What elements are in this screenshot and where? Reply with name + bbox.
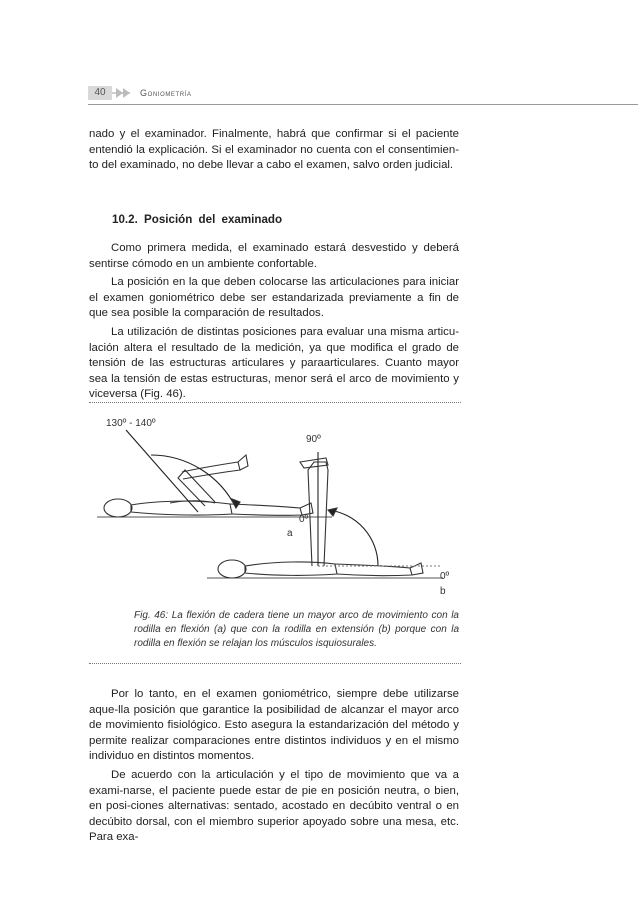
running-title: Goniometría [140,88,192,98]
torso-b [245,562,337,575]
arc-a [151,455,236,508]
section-paragraph: La utilización de distintas posiciones para evaluar una misma articu-lación altera el resultado de la medición, ya que modifica el grado de tensión de las estructuras articulares y paraarticulares. Cuanto mayor sea la tensión de estas estructuras, menor será el arco de movimiento y viceversa (Fig. 46). [89,325,459,401]
section-paragraph: La posición en la que deben colocarse las articulaciones para iniciar el examen goniométrico debe ser estandarizada previamente a fin de que sea posible la comparación de resultados. [89,276,459,320]
angle-label-b: 90º [306,434,321,445]
page-number: 40 [88,86,112,100]
letter-label-a: a [287,528,293,539]
torso-a [131,501,232,515]
closing-paragraph: De acuerdo con la articulación y el tipo de movimiento que va a exami-narse, el paciente puede estar de pie en posición neutra, o bien, en posi-ciones alternativas: sentado, acostado en decúbito ventral o en decúbito dorsal, con el miembro superior apoyado sobre una mesa, etc. Para exa- [89,768,459,844]
head-a [104,499,132,517]
leg-down-a [230,504,302,515]
figure-a [97,430,332,517]
figure-b [207,452,443,578]
letter-label-b: b [440,586,446,597]
angle-label-a: 130º - 140º [106,418,156,429]
closing-paragraph: Por lo tanto, en el examen goniométrico, siempre debe utilizarse aque-lla posición que garantice la posibilidad de alcanzar el mayor arco de movimiento fisiológico. Esto asegura la estandarización del método y permite realizar comparaciones entre distintos individuos y en el mismo individuo en distintos momentos. [89,688,459,763]
zero-label-b: 0º [440,571,450,582]
section-title: 10.2. Posición del examinado [112,213,283,226]
closing-body [89,687,459,846]
zero-label-a: 0º [299,514,309,525]
intro-paragraph: nado y el examinador. Finalmente, habrá que confirmar si el paciente entendió la explicación. Si el examinador no cuenta con el consentimien-to del examinado, no debe llevar a cabo el examen, salvo orden judicial. [89,128,459,172]
head-b [218,560,246,578]
section-paragraph: Como primera medida, el examinado estará desvestido y deberá sentirse cómodo en un ambiente confortable. [89,242,459,270]
arc-b [328,510,378,566]
figure-caption: Fig. 46: La flexión de cadera tiene un mayor arco de movimiento con la rodilla en flexión (a) que con la rodilla en extensión (b) porque con la rodilla en flexión se relajan los músculos isquiosurales. [134,610,459,650]
